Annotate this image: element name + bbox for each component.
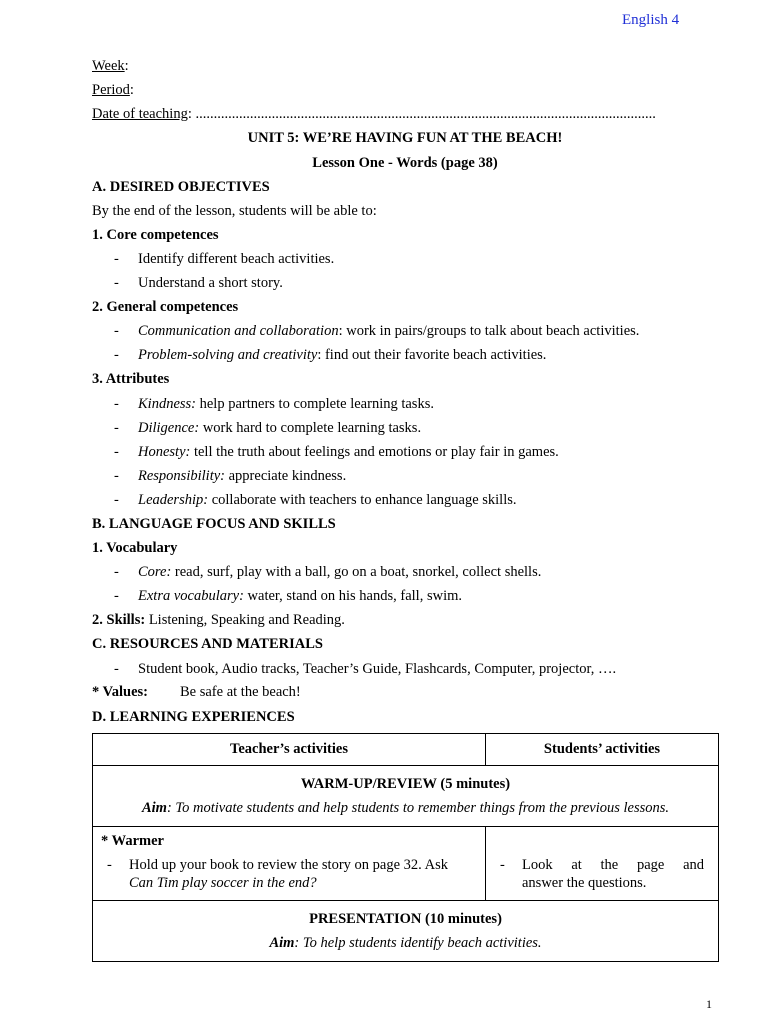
presentation-title: PRESENTATION (10 minutes): [309, 911, 502, 927]
bullet-dash: -: [107, 857, 112, 873]
warmer-student-item: [486, 856, 710, 892]
bullet-dash: -: [114, 564, 119, 580]
vocabulary-item: [138, 564, 541, 581]
general-text: : find out their favorite beach activities.: [317, 347, 547, 363]
presentation-section: [93, 901, 719, 962]
attribute-item: [138, 444, 559, 461]
warmup-title: WARM-UP/REVIEW (5 minutes): [300, 776, 511, 792]
aim-text: : To motivate students and help students to remember things from the previous lessons.: [166, 800, 670, 816]
section-c-heading: C. RESOURCES AND MATERIALS: [92, 636, 323, 652]
header-subject: English 4: [622, 12, 680, 28]
attribute-item: [138, 396, 434, 413]
bullet-dash: -: [114, 420, 119, 436]
attribute-text: tell the truth about feelings and emotions or play fair in games.: [190, 444, 559, 460]
general-item: [138, 323, 639, 340]
attribute-term: Kindness:: [138, 396, 196, 412]
vocabulary-term: Extra vocabulary:: [138, 588, 244, 604]
values-text: Be safe at the beach!: [180, 684, 301, 700]
core-item: Understand a short story.: [138, 275, 283, 291]
bullet-dash: -: [500, 857, 505, 873]
warmup-aim: [97, 796, 714, 820]
general-item: [138, 347, 546, 364]
core-heading: 1. Core competences: [92, 227, 219, 243]
attribute-term: Leadership:: [138, 492, 209, 508]
unit-title: UNIT 5: WE’RE HAVING FUN AT THE BEACH!: [247, 130, 563, 146]
vocabulary-text: water, stand on his hands, fall, swim.: [243, 588, 463, 604]
warmer-student-line: Look at the page and: [522, 857, 704, 873]
attribute-text: help partners to complete learning tasks.: [196, 396, 434, 412]
section-a-intro: By the end of the lesson, students will be able to:: [92, 203, 377, 219]
aim-text: : To help students identify beach activities.: [294, 935, 542, 951]
period-label: Period: [92, 82, 130, 98]
period-colon: :: [129, 82, 134, 98]
attribute-text: work hard to complete learning tasks.: [199, 420, 422, 436]
bullet-dash: -: [114, 588, 119, 604]
teacher-activities-header: Teacher’s activities: [93, 734, 486, 766]
bullet-dash: -: [114, 396, 119, 412]
students-activities-header: Students’ activities: [486, 734, 719, 766]
resources-item: Student book, Audio tracks, Teacher’s Guide, Flashcards, Computer, projector, ….: [138, 661, 617, 677]
vocabulary-item: [138, 588, 462, 605]
section-d-heading: D. LEARNING EXPERIENCES: [92, 709, 295, 725]
bullet-dash: -: [114, 323, 119, 339]
attribute-term: Diligence:: [138, 420, 200, 436]
values-label: * Values:: [92, 684, 149, 700]
week-label: Week: [92, 58, 125, 74]
warmer-teacher-question: Can Tim play soccer in the end?: [129, 875, 317, 891]
period-line: [92, 82, 134, 99]
bullet-dash: -: [114, 492, 119, 508]
attribute-term: Responsibility:: [138, 468, 225, 484]
attribute-item: [138, 468, 346, 485]
general-term: Problem-solving and creativity: [138, 347, 318, 363]
warmer-label: * Warmer: [101, 833, 164, 849]
attribute-text: collaborate with teachers to enhance language skills.: [208, 492, 517, 508]
attribute-term: Honesty:: [138, 444, 191, 460]
attribute-item: [138, 492, 517, 509]
presentation-aim: [97, 931, 714, 955]
general-term: Communication and collaboration: [138, 323, 339, 339]
bullet-dash: -: [114, 275, 119, 291]
week-line: [92, 58, 129, 75]
skills-label: 2. Skills:: [92, 612, 146, 628]
bullet-dash: -: [114, 347, 119, 363]
bullet-dash: -: [114, 444, 119, 460]
date-dots: : ...............................................................................................................................: [187, 106, 656, 122]
warmer-teacher-item: [93, 856, 477, 892]
skills-text: Listening, Speaking and Reading.: [145, 612, 345, 628]
bullet-dash: -: [114, 661, 119, 677]
page-number: 1: [706, 997, 712, 1011]
warmer-students-cell: [486, 827, 719, 901]
aim-label: Aim: [269, 935, 295, 951]
week-colon: :: [124, 58, 129, 74]
bullet-dash: -: [114, 251, 119, 267]
date-line: [92, 106, 656, 123]
attribute-text: appreciate kindness.: [225, 468, 347, 484]
vocabulary-term: Core:: [138, 564, 172, 580]
warmer-teacher-cell: [93, 827, 486, 901]
date-label: Date of teaching: [92, 106, 188, 122]
skills-line: [92, 612, 345, 629]
attribute-item: [138, 420, 421, 437]
warmer-student-line: answer the questions.: [522, 875, 647, 891]
core-item: Identify different beach activities.: [138, 251, 335, 267]
lesson-title: Lesson One - Words (page 38): [312, 155, 498, 171]
general-text: : work in pairs/groups to talk about beach activities.: [338, 323, 640, 339]
aim-label: Aim: [141, 800, 167, 816]
learning-experiences-table: [92, 733, 719, 962]
vocabulary-text: read, surf, play with a ball, go on a boat, snorkel, collect shells.: [171, 564, 542, 580]
bullet-dash: -: [114, 468, 119, 484]
section-b-heading: B. LANGUAGE FOCUS AND SKILLS: [92, 516, 336, 532]
attributes-heading: 3. Attributes: [92, 371, 170, 387]
section-a-heading: A. DESIRED OBJECTIVES: [92, 179, 270, 195]
general-heading: 2. General competences: [92, 299, 239, 315]
vocabulary-heading: 1. Vocabulary: [92, 540, 178, 556]
warmer-teacher-line: Hold up your book to review the story on page 32. Ask: [129, 857, 448, 873]
warmup-section: [93, 766, 719, 827]
